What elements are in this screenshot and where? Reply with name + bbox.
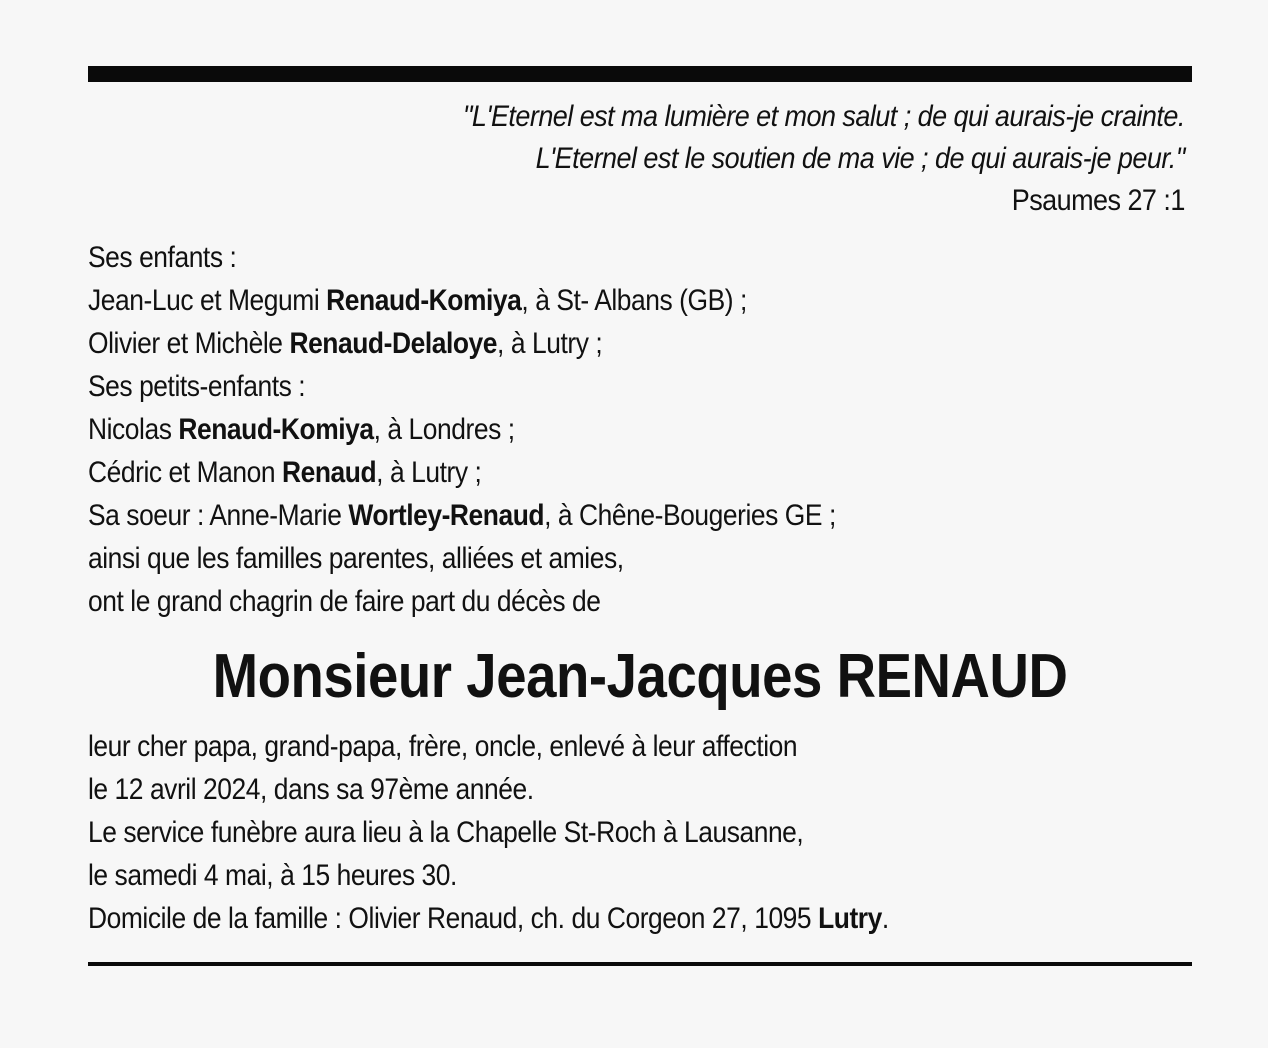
verse-line-1: "L'Eternel est ma lumière et mon salut ; de qui aurais-je crainte. — [462, 100, 1185, 133]
bible-verse — [198, 96, 1192, 222]
deceased-name: Monsieur Jean-Jacques RENAUD — [212, 642, 1068, 711]
detail-line: le samedi 4 mai, à 15 heures 30. — [88, 859, 457, 892]
family-list — [88, 236, 1192, 623]
grandchild-entry: Nicolas Renaud-Komiya, à Londres ; — [88, 413, 515, 446]
other-families: ainsi que les familles parentes, alliées et amies, — [88, 542, 624, 575]
detail-line: Le service funèbre aura lieu à la Chapelle St-Roch à Lausanne, — [88, 816, 804, 849]
detail-line: leur cher papa, grand-papa, frère, oncle, enlevé à leur affection — [88, 730, 798, 763]
verse-reference: Psaumes 27 :1 — [1011, 184, 1185, 217]
grandchildren-heading: Ses petits-enfants : — [88, 370, 306, 403]
child-entry: Olivier et Michèle Renaud-Delaloye, à Lutry ; — [88, 327, 603, 360]
verse-line-2: L'Eternel est le soutien de ma vie ; de qui aurais-je peur." — [535, 142, 1185, 175]
obituary-notice — [88, 66, 1192, 966]
bottom-rule — [88, 962, 1192, 966]
grandchild-entry: Cédric et Manon Renaud, à Lutry ; — [88, 456, 482, 489]
top-rule — [88, 66, 1192, 82]
announcement-line: ont le grand chagrin de faire part du décès de — [88, 585, 601, 618]
sister-entry: Sa soeur : Anne-Marie Wortley-Renaud, à Chêne-Bougeries GE ; — [88, 499, 836, 532]
detail-line: le 12 avril 2024, dans sa 97ème année. — [88, 773, 534, 806]
service-details — [88, 725, 1192, 940]
child-entry: Jean-Luc et Megumi Renaud-Komiya, à St- Albans (GB) ; — [88, 284, 747, 317]
family-address: Domicile de la famille : Olivier Renaud, ch. du Corgeon 27, 1095 Lutry. — [88, 902, 889, 935]
children-heading: Ses enfants : — [88, 241, 237, 274]
